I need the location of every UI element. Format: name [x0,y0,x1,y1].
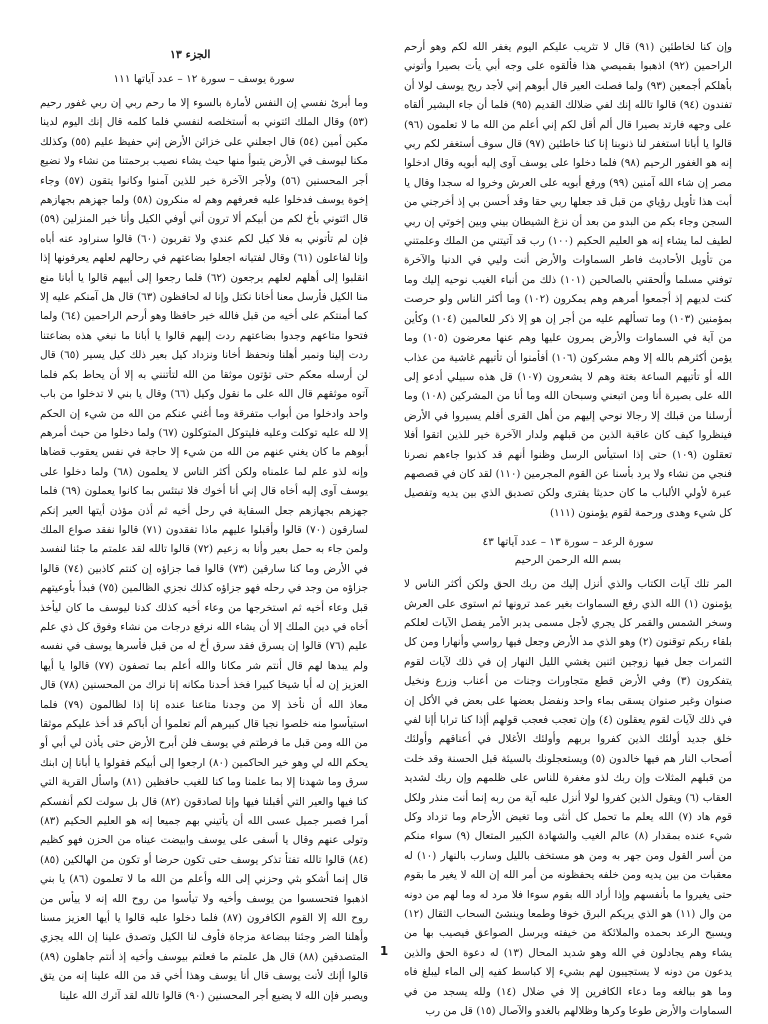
juz-label: الجزء ١٣ [170,48,211,61]
surah-raad-heading [404,533,732,569]
left-column [40,50,368,1000]
right-column [404,38,733,1018]
surah-yusuf-text: وما أبرئ نفسي إن النفس لأمارة بالسوء إلا ما رحم ربي إن ربي غفور رحيم (٥٣) وقال الملك ائتوني به أستخلصه لنفسي فلما كلمه قال إنك اليوم لدينا مكين أمين (٥٤) قال اجعلني على خزائن الأرض إني حفيظ عليم (٥٥) وكذلك مكنا ليوسف في الأرض يتبوأ منها حيث يشاء نصيب برحمتنا من نشاء ولا نضيع أجر المحسنين (٥٦) ولأجر الآخرة خير للذين آمنوا وكانوا يتقون (٥٧) وجاء إخوة يوسف فدخلوا عليه فعرفهم وهم له منكرون (٥٨) ولما جهزهم بجهازهم قال ائتوني بأخ لكم من أبيكم ألا ترون أني أوفي الكيل وأنا خير المنزلين (٥٩) فإن لم تأتوني به فلا كيل لكم عندي ولا تقربون (٦٠) قالوا سنراود عنه أباه وإنا لفاعلون (٦١) وقال لفتيانه اجعلوا بضاعتهم في رحالهم لعلهم يعرفونها إذا انقلبوا إلى أهلهم لعلهم يرجعون (٦٢) فلما رجعوا إلى أبيهم قالوا يا أبانا منع منا الكيل فأرسل معنا أخانا نكتل وإنا له لحافظون (٦٣) قال هل آمنكم عليه إلا كما أمنتكم على أخيه من قبل فالله خير حافظا وهو أرحم الراحمين (٦٤) ولما فتحوا متاعهم وجدوا بضاعتهم ردت إليهم قالوا يا أبانا ما نبغي هذه بضاعتنا ردت إلينا ونمير أهلنا ونحفظ أخانا ونزداد كيل بعير ذلك كيل يسير (٦٥) قال لن أرسله معكم حتى تؤتون موثقا من الله لتأتنني به إلا أن يحاط بكم فلما آتوه موثقهم قال الله على ما نقول وكيل (٦٦) وقال يا بني لا تدخلوا من باب واحد وادخلوا من أبواب متفرقة وما أغني عنكم من الله من شيء إن الحكم إلا لله عليه توكلت وعليه فليتوكل المتوكلون (٦٧) ولما دخلوا من حيث أمرهم أبوهم ما كان يغني عنهم من الله من شيء إلا حاجة في نفس يعقوب قضاها وإنه لذو علم لما علمناه ولكن أكثر الناس لا يعلمون (٦٨) ولما دخلوا على يوسف آوى إليه أخاه قال إني أنا أخوك فلا تبتئس بما كانوا يعملون (٦٩) فلما جهزهم بجهازهم جعل السقاية في رحل أخيه ثم أذن مؤذن أيتها العير إنكم لسارقون (٧٠) قالوا وأقبلوا عليهم ماذا تفقدون (٧١) قالوا نفقد صواع الملك ولمن جاء به حمل بعير وأنا به زعيم (٧٢) قالوا تالله لقد علمتم ما جئنا لنفسد في الأرض وما كنا سارقين (٧٣) قالوا فما جزاؤه إن كنتم كاذبين (٧٤) قالوا جزاؤه من وجد في رحله فهو جزاؤه كذلك نجزي الظالمين (٧٥) فبدأ بأوعيتهم قبل وعاء أخيه ثم استخرجها من وعاء أخيه كذلك كدنا ليوسف ما كان ليأخذ أخاه في دين الملك إلا أن يشاء الله نرفع درجات من نشاء وفوق كل ذي علم عليم (٧٦) قالوا إن يسرق فقد سرق أخ له من قبل فأسرها يوسف في نفسه ولم يبدها لهم قال أنتم شر مكانا والله أعلم بما تصفون (٧٧) قالوا يا أيها العزيز إن له أبا شيخا كبيرا فخذ أحدنا مكانه إنا نراك من المحسنين (٧٨) قال معاذ الله أن نأخذ إلا من وجدنا متاعنا عنده إنا إذا لظالمون (٧٩) فلما استيأسوا منه خلصوا نجيا قال كبيرهم ألم تعلموا أن أباكم قد أخذ عليكم موثقا من الله ومن قبل ما فرطتم في يوسف فلن أبرح الأرض حتى يأذن لي أبي أو يحكم الله لي وهو خير الحاكمين (٨٠) ارجعوا إلى أبيكم فقولوا يا أبانا إن ابنك سرق وما شهدنا إلا بما علمنا وما كنا للغيب حافظين (٨١) واسأل القرية التي كنا فيها والعير التي أقبلنا فيها وإنا لصادقون (٨٢) قال بل سولت لكم أنفسكم أمرا فصبر جميل عسى الله أن يأتيني بهم جميعا إنه هو العليم الحكيم (٨٣) وتولى عنهم وقال يا أسفى على يوسف وابيضت عيناه من الحزن فهو كظيم (٨٤) قالوا تالله تفتأ تذكر يوسف حتى تكون حرضا أو تكون من الهالكين (٨٥) قال إنما أشكو بثي وحزني إلى الله وأعلم من الله ما لا تعلمون (٨٦) يا بني اذهبوا فتحسسوا من يوسف وأخيه ولا تيأسوا من روح الله إنه لا ييأس من روح الله إلا القوم الكافرون (٨٧) فلما دخلوا عليه قالوا يا أيها العزيز مسنا وأهلنا الضر وجئنا ببضاعة مزجاة فأوف لنا الكيل وتصدق علينا إن الله يجزي المتصدقين (٨٨) قال هل علمتم ما فعلتم بيوسف وأخيه إذ أنتم جاهلون (٨٩) قالوا أإنك لأنت يوسف قال أنا يوسف وهذا أخي قد من الله علينا إنه من يتق ويصبر فإن الله لا يضيع أجر المحسنين (٩٠) قالوا تالله لقد آثرك الله علينا [40,97,369,1002]
basmala: بسم الله الرحمن الرحيم [514,554,622,567]
page-number: 1 [379,944,389,958]
surah-raad-title: سورة الرعد – سورة ١٣ – عدد آياتها ٤٣ [482,536,654,549]
surah-raad-text: المر تلك آيات الكتاب والذي أنزل إليك من ربك الحق ولكن أكثر الناس لا يؤمنون (١) الله الذي رفع السماوات بغير عمد ترونها ثم استوى على العرش وسخر الشمس والقمر كل يجري لأجل مسمى يدبر الأمر يفصل الآيات لعلكم بلقاء ربكم توقنون (٢) وهو الذي مد الأرض وجعل فيها رواسي وأنهارا ومن كل الثمرات جعل فيها زوجين اثنين يغشي الليل النهار إن في ذلك لآيات لقوم يتفكرون (٣) وفي الأرض قطع متجاورات وجنات من أعناب وزرع ونخيل صنوان وغير صنوان يسقى بماء واحد ونفضل بعضها على بعض في الأكل إن في ذلك لآيات لقوم يعقلون (٤) وإن تعجب فعجب قولهم أإذا كنا ترابا أإنا لفي خلق جديد أولئك الذين كفروا بربهم وأولئك الأغلال في أعناقهم وأولئك أصحاب النار هم فيها خالدون (٥) ويستعجلونك بالسيئة قبل الحسنة وقد خلت من قبلهم المثلات وإن ربك لذو مغفرة للناس على ظلمهم وإن ربك لشديد العقاب (٦) ويقول الذين كفروا لولا أنزل عليه آية من ربه إنما أنت منذر ولكل قوم هاد (٧) الله يعلم ما تحمل كل أنثى وما تغيض الأرحام وما تزداد وكل شيء عنده بمقدار (٨) عالم الغيب والشهادة الكبير المتعال (٩) سواء منكم من أسر القول ومن جهر به ومن هو مستخف بالليل وسارب بالنهار (١٠) له معقبات من بين يديه ومن خلفه يحفظونه من أمر الله إن الله لا يغير ما بقوم حتى يغيروا ما بأنفسهم وإذا أراد الله بقوم سوءا فلا مرد له وما لهم من دونه من وال (١١) هو الذي يريكم البرق خوفا وطمعا وينشئ السحاب الثقال (١٢) ويسبح الرعد بحمده والملائكة من خيفته ويرسل الصواعق فيصيب بها من يشاء وهم يجادلون في الله وهو شديد المحال (١٣) له دعوة الحق والذين يدعون من دونه لا يستجيبون لهم بشيء إلا كباسط كفيه إلى الماء ليبلغ فاه وما هو ببالغه وما دعاء الكافرين إلا في ضلال (١٤) ولله يسجد من في السماوات والأرض طوعا وكرها وظلالهم بالغدو والآصال (١٥) قل من رب [404,578,733,1018]
surah-yusuf-heading: سورة يوسف – سورة ١٢ – عدد آياتها ١١١ [113,73,295,85]
surah-yusuf-ending-text: وإن كنا لخاطئين (٩١) قال لا تثريب عليكم اليوم يغفر الله لكم وهو أرحم الراحمين (٩٢) اذهبوا بقميصي هذا فألقوه على وجه أبي يأت بصيرا وأتوني بأهلكم أجمعين (٩٣) ولما فصلت العير قال أبوهم إني لأجد ريح يوسف لولا أن تفندون (٩٤) قالوا تالله إنك لفي ضلالك القديم (٩٥) فلما أن جاء البشير ألقاه على وجهه فارتد بصيرا قال ألم أقل لكم إني أعلم من الله ما لا تعلمون (٩٦) قالوا يا أبانا استغفر لنا ذنوبنا إنا كنا خاطئين (٩٧) قال سوف أستغفر لكم ربي إنه هو الغفور الرحيم (٩٨) فلما دخلوا على يوسف آوى إليه أبويه وقال ادخلوا مصر إن شاء الله آمنين (٩٩) ورفع أبويه على العرش وخروا له سجدا وقال يا أبت هذا تأويل رؤياي من قبل قد جعلها ربي حقا وقد أحسن بي إذ أخرجني من السجن وجاء بكم من البدو من بعد أن نزغ الشيطان بيني وبين إخوتي إن ربي لطيف لما يشاء إنه هو العليم الحكيم (١٠٠) رب قد آتيتني من الملك وعلمتني من تأويل الأحاديث فاطر السماوات والأرض أنت وليي في الدنيا والآخرة توفني مسلما وألحقني بالصالحين (١٠١) ذلك من أنباء الغيب نوحيه إليك وما كنت لديهم إذ أجمعوا أمرهم وهم يمكرون (١٠٢) وما أكثر الناس ولو حرصت بمؤمنين (١٠٣) وما تسألهم عليه من أجر إن هو إلا ذكر للعالمين (١٠٤) وكأين من آية في السماوات والأرض يمرون عليها وهم عنها معرضون (١٠٥) وما يؤمن أكثرهم بالله إلا وهم مشركون (١٠٦) أفأمنوا أن تأتيهم غاشية من عذاب الله أو تأتيهم الساعة بغتة وهم لا يشعرون (١٠٧) قل هذه سبيلي أدعو إلى الله على بصيرة أنا ومن اتبعني وسبحان الله وما أنا من المشركين (١٠٨) وما أرسلنا من قبلك إلا رجالا نوحي إليهم من أهل القرى أفلم يسيروا في الأرض فينظروا كيف كان عاقبة الذين من قبلهم ولدار الآخرة خير للذين اتقوا أفلا تعقلون (١٠٩) حتى إذا استيأس الرسل وظنوا أنهم قد كذبوا جاءهم نصرنا فنجي من نشاء ولا يرد بأسنا عن القوم المجرمين (١١٠) لقد كان في قصصهم عبرة لأولي الألباب ما كان حديثا يفترى ولكن تصديق الذي بين يديه وتفصيل كل شيء وهدى ورحمة لقوم يؤمنون (١١١) [404,41,733,519]
